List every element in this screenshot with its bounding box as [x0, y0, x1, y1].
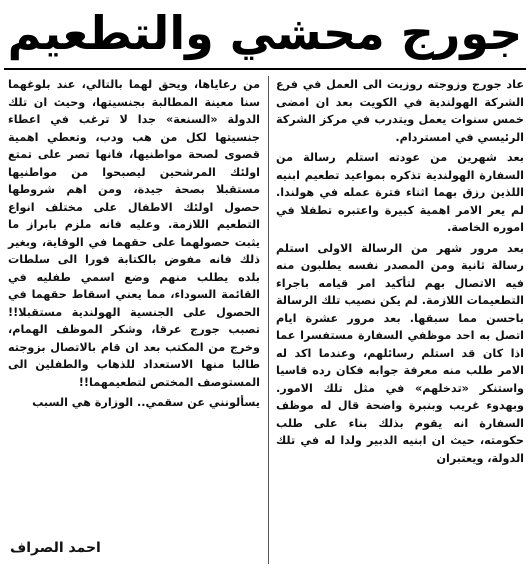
right-column	[276, 76, 524, 470]
paragraph: بعد شهرين من عودته استلم رسالة من السفارة الهولندية تذكره بمواعيد تطعيم ابنيه اللذين رزق بهما اثناء فترة عمله في هولندا. لم يعر الامر اهمية كبيرة واعتبره تطفلا في اموره الخاصة.	[276, 151, 524, 234]
article-headline: جورج محشي والتطعيم	[7, 6, 523, 60]
left-column	[8, 76, 260, 415]
paragraph: يسألونني عن سقمي.. الوزارة هي السبب	[32, 396, 260, 409]
author-signature: احمد الصراف	[10, 540, 101, 556]
paragraph: عاد جورج وزوجته روزيت الى العمل في فرع الشركة الهولندية في الكويت بعد ان امضى خمس سنوات يعمل ويتدرب في مركز الشركة الرئيسي في امستردام.	[276, 78, 524, 144]
paragraph: من رعاياها، ويحق لهما بالتالي، عند بلوغهما سنا معينة المطالبة بجنسيتها، وحيث ان تلك الدولة «السنعة» جدا لا ترغب في اعطاء جنسيتها لكل من هب ودب، وتعطي اهمية قصوى لصحة مواطنيها، فانها تصر على تمتع اولئك المرشحين ليصبحوا من مواطنيها مستقبلا بصحة جيدة، ومن اهم شروطها حصول اولئك الاطفال على مختلف انواع التطعيم اللازمة. وعليه فانه ملزم بابراز ما يثبت حصولهما على حقهما في الوقاية، وبغير ذلك فانه مفوض بالكتابة فورا الى سلطات بلده يطلب منهم وضع اسمي طفليه في القائمة السوداء، مما يعني اسقاط حقهما في الحصول على الجنسية الهولندية مستقبلا!! تصبب جورج عرقا، وشكر الموظف الهمام، وخرج من المكتب بعد ان قام بالاتصال بزوجته طالبا منها الاستعداد للذهاب والطفلين الى المستوصف المختص لتطعيمهما!!	[8, 78, 260, 389]
paragraph: بعد مرور شهر من الرسالة الاولى استلم رسالة ثانية ومن المصدر نفسه يطلبون منه فيه الاتصال بهم لتأكيد امر قيامه باجراء التطعيمات اللازمة. لم يكن نصيب تلك الرسالة باحسن مما سبقها. بعد مرور عشرة ايام اتصل به احد موظفي السفارة مستفسرا عما اذا كان قد استلم رسائلهم، وعندما اكد له الامر طلب منه معرفة جوابه فكان رده قاسيا واستنكر «تدخلهم» في مثل تلك الامور. وبهدوء غريب وبنبرة واضحة قال له موظف السفارة انه يقوم بذلك بناء على طلب حكومته، حيث ان ابنيه الدبير ولدا له في تلك الدولة، ويعتبران	[276, 241, 524, 465]
headline-divider	[4, 68, 526, 70]
column-divider	[268, 76, 269, 564]
